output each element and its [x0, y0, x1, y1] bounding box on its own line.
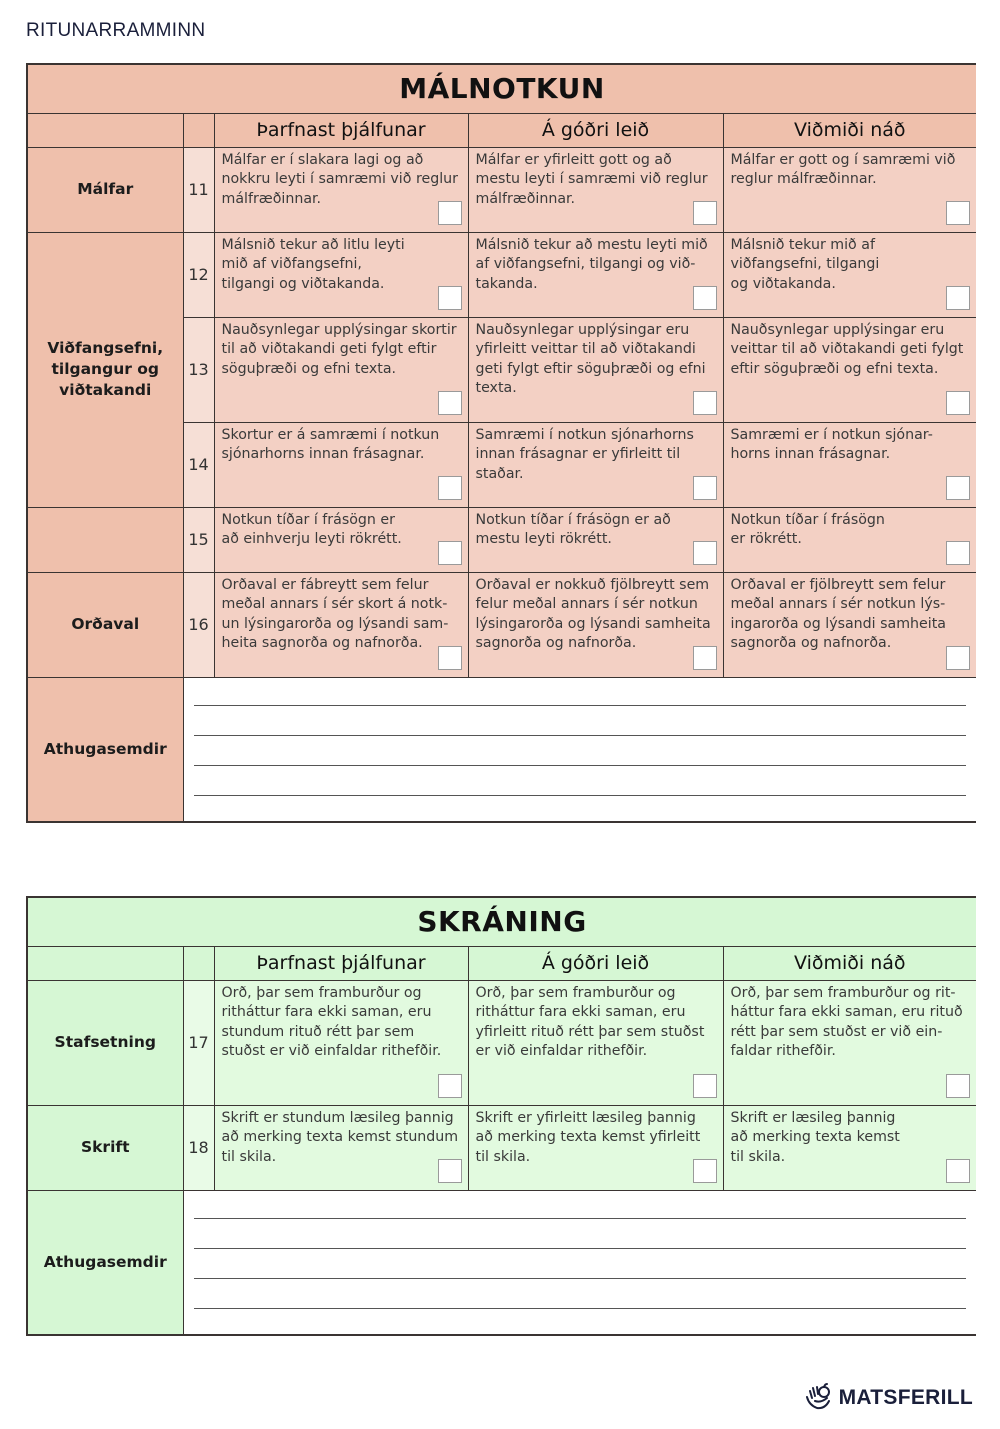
- note-line: [194, 1278, 967, 1279]
- descriptor-text: Skortur er á samræmi í notkun sjónarhorns innan frásagnar.: [221, 426, 440, 462]
- descriptor-cell: [468, 232, 723, 317]
- descriptor-cell: [214, 422, 468, 507]
- column-header-needs-practice: Þarfnast þjálfunar: [214, 113, 468, 147]
- checkbox[interactable]: [946, 391, 970, 415]
- checkbox[interactable]: [438, 286, 462, 310]
- notes-row: [28, 677, 976, 821]
- descriptor-cell: [723, 422, 976, 507]
- column-header-needs-practice: Þarfnast þjálfunar: [214, 946, 468, 980]
- criterion-row: [28, 980, 976, 1105]
- category-label: [28, 507, 183, 572]
- criterion-row: [28, 232, 976, 317]
- descriptor-cell: [723, 507, 976, 572]
- descriptor-cell: [468, 147, 723, 232]
- number-header: [183, 113, 214, 147]
- brand-logo: [803, 1381, 973, 1415]
- descriptor-text: Nauðsynlegar upplýsingar skortir til að viðtakandi geti fylgt eftir söguþræði og efni texta.: [221, 321, 457, 377]
- note-line: [194, 1248, 967, 1249]
- descriptor-text: Orðaval er fjölbreytt sem felur meðal annars í sér notkun lýs- ingarorða og lýsandi samheita sagnorða og nafnorða.: [730, 576, 946, 651]
- checkbox[interactable]: [693, 646, 717, 670]
- note-line: [194, 765, 967, 766]
- category-label: Málfar: [28, 147, 183, 232]
- notes-row: [28, 1190, 976, 1334]
- checkbox[interactable]: [438, 476, 462, 500]
- notes-area[interactable]: [183, 1190, 976, 1334]
- descriptor-text: Málfar er í slakara lagi og að nokkru leyti í samræmi við reglur málfræðinnar.: [221, 151, 458, 207]
- descriptor-cell: [468, 980, 723, 1105]
- criterion-number: 12: [183, 232, 214, 317]
- checkbox[interactable]: [438, 1159, 462, 1183]
- descriptor-cell: [214, 572, 468, 677]
- column-header-on-track: Á góðri leið: [468, 113, 723, 147]
- note-line: [194, 1218, 967, 1219]
- category-label: Skrift: [28, 1105, 183, 1190]
- criterion-number: 16: [183, 572, 214, 677]
- note-line: [194, 1308, 967, 1309]
- note-line: [194, 795, 967, 796]
- category-header: [28, 946, 183, 980]
- column-header-goal-reached: Viðmiði náð: [723, 113, 976, 147]
- checkbox[interactable]: [693, 286, 717, 310]
- descriptor-cell: [468, 317, 723, 422]
- criterion-row: [28, 572, 976, 677]
- category-label: Orðaval: [28, 572, 183, 677]
- checkbox[interactable]: [693, 391, 717, 415]
- checkbox[interactable]: [946, 1159, 970, 1183]
- malnotkun-rubric: [26, 63, 976, 823]
- checkbox[interactable]: [946, 476, 970, 500]
- descriptor-text: Skrift er læsileg þannig að merking texta kemst til skila.: [730, 1109, 900, 1165]
- category-label: Viðfangsefni, tilgangur og viðtakandi: [28, 232, 183, 507]
- checkbox[interactable]: [693, 1159, 717, 1183]
- descriptor-text: Málsnið tekur mið af viðfangsefni, tilgangi og viðtakanda.: [730, 236, 880, 292]
- descriptor-cell: [214, 317, 468, 422]
- descriptor-text: Skrift er stundum læsileg þannig að merking texta kemst stundum til skila.: [221, 1109, 459, 1165]
- descriptor-cell: [723, 1105, 976, 1190]
- descriptor-text: Málfar er yfirleitt gott og að mestu leyti í samræmi við reglur málfræðinnar.: [475, 151, 708, 207]
- note-line: [194, 735, 967, 736]
- notes-area[interactable]: [183, 677, 976, 821]
- checkbox[interactable]: [946, 201, 970, 225]
- column-header-goal-reached: Viðmiði náð: [723, 946, 976, 980]
- notes-label: Athugasemdir: [28, 677, 183, 821]
- descriptor-text: Samræmi í notkun sjónarhorns innan frásagnar er yfirleitt til staðar.: [475, 426, 694, 482]
- criterion-row: [28, 147, 976, 232]
- descriptor-text: Málsnið tekur að litlu leyti mið af viðfangsefni, tilgangi og viðtakanda.: [221, 236, 405, 292]
- descriptor-cell: [468, 422, 723, 507]
- descriptor-text: Málsnið tekur að mestu leyti mið af viðfangsefni, tilgangi og við- takanda.: [475, 236, 708, 292]
- checkbox[interactable]: [438, 391, 462, 415]
- criterion-number: 18: [183, 1105, 214, 1190]
- descriptor-text: Nauðsynlegar upplýsingar eru veittar til að viðtakandi geti fylgt eftir söguþræði og efni texta.: [730, 321, 964, 377]
- category-header: [28, 113, 183, 147]
- descriptor-cell: [723, 980, 976, 1105]
- descriptor-text: Orðaval er fábreytt sem felur meðal annars í sér skort á notk- un lýsingarorða og lýsandi sam- heita sagnorða og nafnorða.: [221, 576, 449, 651]
- descriptor-text: Málfar er gott og í samræmi við reglur málfræðinnar.: [730, 151, 956, 187]
- checkbox[interactable]: [693, 201, 717, 225]
- descriptor-text: Samræmi er í notkun sjónar- horns innan frásagnar.: [730, 426, 933, 462]
- checkbox[interactable]: [946, 541, 970, 565]
- criterion-number: 13: [183, 317, 214, 422]
- note-line: [194, 705, 967, 706]
- notes-label: Athugasemdir: [28, 1190, 183, 1334]
- category-label: Stafsetning: [28, 980, 183, 1105]
- descriptor-cell: [468, 1105, 723, 1190]
- criterion-row: [28, 507, 976, 572]
- descriptor-text: Nauðsynlegar upplýsingar eru yfirleitt veittar til að viðtakandi geti fylgt eftir söguþræði og efni texta.: [475, 321, 706, 396]
- brand-name: MATSFERILL: [838, 1386, 973, 1409]
- hand-apple-icon: [803, 1381, 833, 1415]
- checkbox[interactable]: [438, 1074, 462, 1098]
- descriptor-text: Orðaval er nokkuð fjölbreytt sem felur meðal annars í sér notkun lýsingarorða og lýsandi samheita sagnorða og nafnorða.: [475, 576, 711, 651]
- descriptor-cell: [214, 980, 468, 1105]
- checkbox[interactable]: [693, 1074, 717, 1098]
- checkbox[interactable]: [693, 476, 717, 500]
- number-header: [183, 946, 214, 980]
- column-header-on-track: Á góðri leið: [468, 946, 723, 980]
- descriptor-cell: [723, 317, 976, 422]
- criterion-number: 11: [183, 147, 214, 232]
- checkbox[interactable]: [946, 1074, 970, 1098]
- criterion-number: 17: [183, 980, 214, 1105]
- descriptor-cell: [214, 507, 468, 572]
- descriptor-cell: [214, 147, 468, 232]
- descriptor-text: Skrift er yfirleitt læsileg þannig að merking texta kemst yfirleitt til skila.: [475, 1109, 701, 1165]
- descriptor-cell: [214, 232, 468, 317]
- section-title: SKRÁNING: [28, 898, 976, 946]
- checkbox[interactable]: [438, 201, 462, 225]
- descriptor-cell: [468, 572, 723, 677]
- descriptor-cell: [723, 147, 976, 232]
- descriptor-cell: [214, 1105, 468, 1190]
- descriptor-cell: [723, 232, 976, 317]
- document-title: RITUNARRAMMINN: [26, 20, 206, 41]
- checkbox[interactable]: [946, 646, 970, 670]
- descriptor-text: Orð, þar sem framburður og ritháttur fara ekki saman, eru stundum rituð rétt þar sem stuðst er við einfaldar rithefðir.: [221, 984, 442, 1059]
- criterion-number: 14: [183, 422, 214, 507]
- section-title: MÁLNOTKUN: [28, 65, 976, 113]
- criterion-number: 15: [183, 507, 214, 572]
- descriptor-text: Notkun tíðar í frásögn er að einhverju leyti rökrétt.: [221, 511, 402, 547]
- checkbox[interactable]: [693, 541, 717, 565]
- descriptor-text: Orð, þar sem framburður og ritháttur fara ekki saman, eru yfirleitt rituð rétt þar sem stuðst er við einfaldar rithefðir.: [475, 984, 705, 1059]
- checkbox[interactable]: [946, 286, 970, 310]
- descriptor-cell: [723, 572, 976, 677]
- descriptor-cell: [468, 507, 723, 572]
- criterion-row: [28, 1105, 976, 1190]
- descriptor-text: Notkun tíðar í frásögn er rökrétt.: [730, 511, 885, 547]
- checkbox[interactable]: [438, 541, 462, 565]
- descriptor-text: Notkun tíðar í frásögn er að mestu leyti rökrétt.: [475, 511, 671, 547]
- checkbox[interactable]: [438, 646, 462, 670]
- skraning-rubric: [26, 896, 976, 1336]
- descriptor-text: Orð, þar sem framburður og rit- háttur fara ekki saman, eru rituð rétt þar sem stuðst er við ein- faldar rithefðir.: [730, 984, 963, 1059]
